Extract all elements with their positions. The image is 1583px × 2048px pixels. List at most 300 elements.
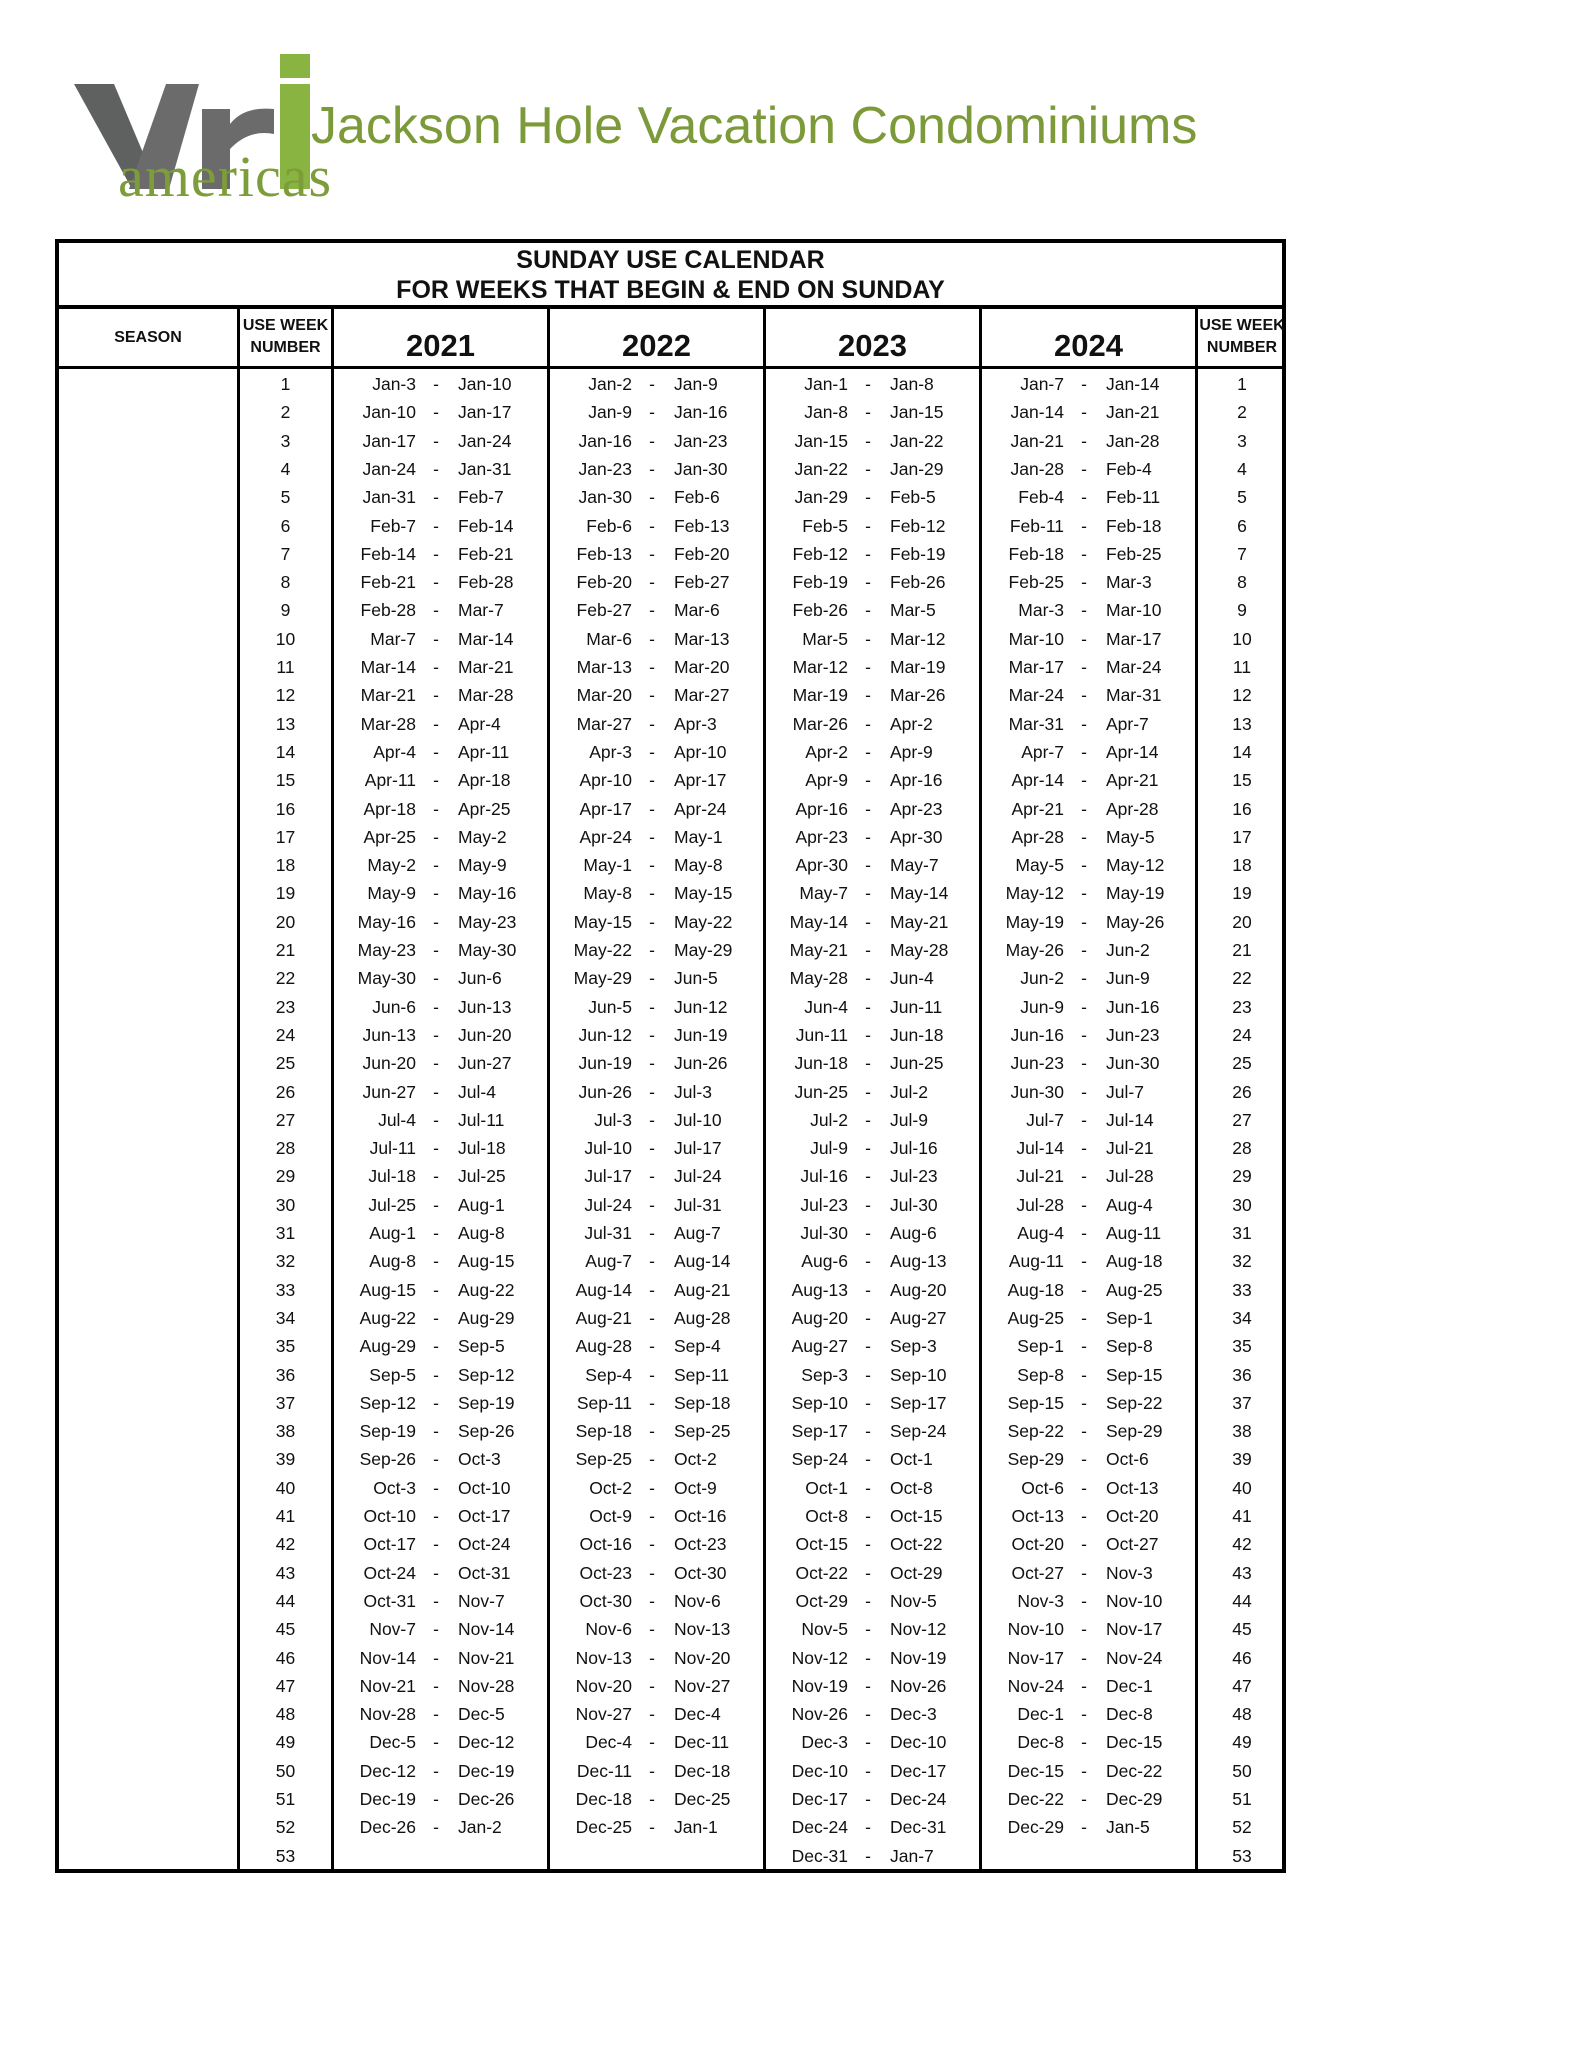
week-end-date: Jun-26 xyxy=(674,1053,728,1074)
week-start-date: Aug-21 xyxy=(575,1307,632,1328)
date-separator: - xyxy=(649,515,655,536)
date-separator: - xyxy=(433,1590,439,1611)
week-start-date: Mar-19 xyxy=(792,685,848,706)
week-end-date: Jul-9 xyxy=(890,1109,928,1130)
date-separator: - xyxy=(865,968,871,989)
week-start-date: Jul-2 xyxy=(810,1109,848,1130)
week-start-date: Sep-26 xyxy=(359,1449,416,1470)
week-start-date: Aug-13 xyxy=(791,1279,848,1300)
week-number-right: 22 xyxy=(1232,968,1252,989)
week-end-date: Mar-20 xyxy=(674,657,730,677)
week-end-date: May-29 xyxy=(674,940,733,960)
date-separator: - xyxy=(649,798,655,819)
week-start-date: Feb-4 xyxy=(1018,487,1064,508)
week-number-right: 28 xyxy=(1232,1138,1252,1159)
date-separator: - xyxy=(865,1845,871,1866)
date-separator: - xyxy=(865,1562,871,1583)
week-start-date: Jan-9 xyxy=(588,402,632,423)
week-start-date: May-12 xyxy=(1005,883,1064,904)
week-number-right: 43 xyxy=(1232,1562,1252,1583)
date-separator: - xyxy=(649,1194,655,1215)
week-start-date: Dec-26 xyxy=(359,1817,416,1838)
week-number-left: 35 xyxy=(275,1336,296,1357)
week-number-right: 27 xyxy=(1232,1109,1252,1130)
week-end-date: Mar-26 xyxy=(890,685,946,706)
week-start-date: Oct-27 xyxy=(1011,1562,1064,1583)
week-number-right: 33 xyxy=(1232,1279,1252,1300)
date-separator: - xyxy=(1081,770,1087,791)
week-number-left: 23 xyxy=(275,996,296,1017)
week-end-date: May-14 xyxy=(890,883,949,904)
table-row xyxy=(59,1332,1282,1360)
week-end-date: Dec-31 xyxy=(890,1817,947,1838)
week-end-date: Dec-1 xyxy=(1106,1675,1153,1696)
date-separator: - xyxy=(649,741,655,762)
date-separator: - xyxy=(865,713,871,734)
week-end-date: Apr-2 xyxy=(890,713,933,734)
week-start-date: May-23 xyxy=(357,940,416,960)
week-start-date: Nov-21 xyxy=(359,1675,416,1696)
date-separator: - xyxy=(1081,855,1087,876)
week-end-date: Sep-8 xyxy=(1106,1336,1153,1357)
week-start-date: Feb-26 xyxy=(792,600,848,621)
week-start-date: Apr-24 xyxy=(579,826,632,847)
week-start-date: Sep-1 xyxy=(1017,1336,1064,1357)
week-number-left: 42 xyxy=(275,1534,296,1555)
date-separator: - xyxy=(865,1760,871,1781)
week-number-left: 43 xyxy=(275,1562,296,1583)
week-start-date: Dec-3 xyxy=(801,1732,848,1753)
date-separator: - xyxy=(1081,1053,1087,1074)
week-end-date: Jan-1 xyxy=(674,1817,718,1838)
week-end-date: Jul-21 xyxy=(1106,1138,1154,1159)
week-end-date: Jan-8 xyxy=(890,374,934,394)
week-start-date: Dec-19 xyxy=(359,1789,416,1809)
week-start-date: Nov-12 xyxy=(791,1647,848,1668)
week-end-date: Aug-22 xyxy=(458,1279,515,1300)
week-start-date: Mar-24 xyxy=(1008,685,1064,706)
week-start-date: Jul-14 xyxy=(1016,1138,1064,1159)
week-end-date: May-2 xyxy=(458,826,507,847)
week-start-date: Aug-8 xyxy=(369,1251,416,1272)
week-start-date: Feb-20 xyxy=(576,572,632,593)
week-end-date: Nov-17 xyxy=(1106,1619,1163,1640)
date-separator: - xyxy=(433,430,439,451)
week-end-date: Oct-2 xyxy=(674,1449,717,1470)
week-number-right: 19 xyxy=(1232,883,1252,904)
week-start-date: Jul-10 xyxy=(584,1138,632,1159)
week-end-date: Jul-24 xyxy=(674,1166,722,1187)
week-end-date: Sep-18 xyxy=(674,1392,731,1413)
week-end-date: Feb-14 xyxy=(458,515,514,536)
table-row xyxy=(59,681,1282,709)
date-separator: - xyxy=(865,855,871,876)
number-label: NUMBER xyxy=(250,339,321,356)
table-row xyxy=(59,1134,1282,1162)
week-start-date: Apr-28 xyxy=(1011,826,1064,847)
week-start-date: Oct-6 xyxy=(1021,1477,1064,1498)
week-end-date: Apr-30 xyxy=(890,826,943,847)
table-row xyxy=(59,1276,1282,1304)
date-separator: - xyxy=(433,1223,439,1243)
date-separator: - xyxy=(649,1251,655,1272)
table-row xyxy=(59,1502,1282,1530)
week-number-left: 32 xyxy=(275,1251,296,1272)
week-end-date: Jun-30 xyxy=(1106,1053,1160,1074)
date-separator: - xyxy=(1081,1675,1087,1696)
week-number-right: 53 xyxy=(1232,1845,1252,1866)
date-separator: - xyxy=(865,741,871,762)
year-header-2024: 2024 xyxy=(1054,328,1123,363)
week-start-date: Oct-13 xyxy=(1011,1506,1064,1526)
week-start-date: Mar-27 xyxy=(576,713,632,734)
date-separator: - xyxy=(865,1109,871,1130)
date-separator: - xyxy=(649,1392,655,1413)
date-separator: - xyxy=(433,1675,439,1696)
date-separator: - xyxy=(433,657,439,677)
date-separator: - xyxy=(649,968,655,989)
week-end-date: Nov-21 xyxy=(458,1647,515,1668)
week-start-date: Jan-1 xyxy=(804,374,848,394)
week-end-date: Apr-4 xyxy=(458,713,501,734)
week-number-right: 3 xyxy=(1237,430,1247,451)
week-end-date: Jun-16 xyxy=(1106,996,1160,1017)
table-row xyxy=(59,795,1282,823)
week-end-date: Dec-24 xyxy=(890,1789,947,1809)
calendar-title-line-1: SUNDAY USE CALENDAR xyxy=(516,246,825,274)
date-separator: - xyxy=(433,487,439,508)
week-start-date: Nov-3 xyxy=(1017,1590,1064,1611)
week-number-left: 26 xyxy=(275,1081,296,1102)
date-separator: - xyxy=(649,1449,655,1470)
week-number-left: 50 xyxy=(275,1760,296,1781)
date-separator: - xyxy=(1081,543,1087,564)
week-start-date: May-21 xyxy=(789,940,848,960)
week-number-right: 13 xyxy=(1232,713,1252,734)
week-end-date: Jan-31 xyxy=(458,458,512,479)
week-number-left: 44 xyxy=(275,1590,296,1611)
week-start-date: Nov-19 xyxy=(791,1675,848,1696)
date-separator: - xyxy=(649,572,655,593)
date-separator: - xyxy=(649,402,655,423)
table-row xyxy=(59,710,1282,738)
week-end-date: Oct-17 xyxy=(458,1506,511,1526)
week-end-date: Sep-19 xyxy=(458,1392,515,1413)
date-separator: - xyxy=(865,1194,871,1215)
week-start-date: Apr-9 xyxy=(805,770,848,791)
week-number-left: 5 xyxy=(280,487,291,508)
date-separator: - xyxy=(433,685,439,706)
date-separator: - xyxy=(865,1081,871,1102)
week-end-date: Oct-13 xyxy=(1106,1477,1159,1498)
date-separator: - xyxy=(865,1166,871,1187)
week-start-date: Mar-31 xyxy=(1008,713,1064,734)
week-start-date: May-22 xyxy=(573,940,632,960)
week-start-date: Dec-12 xyxy=(359,1760,416,1781)
week-start-date: Apr-18 xyxy=(363,798,416,819)
date-separator: - xyxy=(865,1817,871,1838)
week-start-date: Feb-6 xyxy=(586,515,632,536)
week-number-right: 35 xyxy=(1232,1336,1252,1357)
week-start-date: Nov-28 xyxy=(359,1704,416,1725)
table-row xyxy=(59,964,1282,992)
date-separator: - xyxy=(1081,1194,1087,1215)
date-separator: - xyxy=(433,770,439,791)
week-end-date: Aug-28 xyxy=(674,1307,731,1328)
number-label: NUMBER xyxy=(1206,339,1278,356)
week-end-date: Aug-1 xyxy=(458,1194,505,1215)
week-end-date: Jul-31 xyxy=(674,1194,722,1215)
table-row xyxy=(59,512,1282,540)
week-end-date: Mar-24 xyxy=(1106,657,1162,677)
date-separator: - xyxy=(433,1194,439,1215)
week-start-date: Jun-9 xyxy=(1020,996,1064,1017)
date-separator: - xyxy=(1081,1704,1087,1725)
date-separator: - xyxy=(1081,1364,1087,1385)
week-start-date: Jun-18 xyxy=(794,1053,848,1074)
week-number-right: 30 xyxy=(1232,1194,1252,1215)
week-start-date: Dec-25 xyxy=(575,1817,632,1838)
table-row xyxy=(59,625,1282,653)
week-start-date: Mar-21 xyxy=(360,685,416,706)
week-start-date: Mar-6 xyxy=(586,628,632,649)
week-start-date: Aug-4 xyxy=(1017,1223,1064,1243)
week-end-date: Apr-18 xyxy=(458,770,511,791)
week-start-date: Oct-16 xyxy=(579,1534,632,1555)
date-separator: - xyxy=(433,968,439,989)
week-number-right: 50 xyxy=(1232,1760,1252,1781)
week-end-date: Feb-26 xyxy=(890,572,946,593)
table-row xyxy=(59,1389,1282,1417)
week-number-right: 46 xyxy=(1232,1647,1252,1668)
week-start-date: Oct-10 xyxy=(363,1506,416,1526)
week-end-date: Jan-15 xyxy=(890,402,944,423)
table-row xyxy=(59,1247,1282,1275)
week-number-left: 11 xyxy=(276,657,295,677)
week-end-date: Jul-23 xyxy=(890,1166,938,1187)
date-separator: - xyxy=(865,1053,871,1074)
week-start-date: Jul-21 xyxy=(1016,1166,1064,1187)
week-end-date: Mar-12 xyxy=(890,628,946,649)
week-start-date: Feb-11 xyxy=(1009,515,1064,536)
date-separator: - xyxy=(649,770,655,791)
date-separator: - xyxy=(433,1166,439,1187)
table-row xyxy=(59,993,1282,1021)
date-separator: - xyxy=(1081,572,1087,593)
week-end-date: Feb-5 xyxy=(890,487,936,508)
week-end-date: Aug-13 xyxy=(890,1251,947,1272)
date-separator: - xyxy=(433,1647,439,1668)
week-start-date: Nov-26 xyxy=(791,1704,848,1725)
week-start-date: Apr-21 xyxy=(1011,798,1064,819)
week-end-date: Nov-13 xyxy=(674,1619,731,1640)
date-separator: - xyxy=(433,1477,439,1498)
week-start-date: Mar-28 xyxy=(360,713,416,734)
week-end-date: Nov-27 xyxy=(674,1675,731,1696)
week-end-date: Jan-21 xyxy=(1106,402,1160,423)
date-separator: - xyxy=(649,628,655,649)
week-start-date: Jan-30 xyxy=(578,487,632,508)
week-start-date: Jan-2 xyxy=(588,374,632,394)
date-separator: - xyxy=(865,1704,871,1725)
logo-text: americas xyxy=(118,144,333,209)
week-end-date: Jul-3 xyxy=(674,1081,712,1102)
week-start-date: Oct-22 xyxy=(795,1562,848,1583)
week-number-left: 14 xyxy=(275,741,296,762)
week-end-date: Aug-11 xyxy=(1106,1223,1162,1243)
week-end-date: Apr-25 xyxy=(458,798,511,819)
week-end-date: Sep-15 xyxy=(1106,1364,1163,1385)
date-separator: - xyxy=(865,1534,871,1555)
date-separator: - xyxy=(649,911,655,932)
week-start-date: Oct-17 xyxy=(363,1534,416,1555)
week-end-date: Sep-5 xyxy=(458,1336,505,1357)
week-start-date: Jul-30 xyxy=(800,1223,848,1243)
week-start-date: May-1 xyxy=(583,855,632,876)
week-number-right: 18 xyxy=(1232,855,1252,876)
week-start-date: Jun-30 xyxy=(1010,1081,1064,1102)
week-number-left: 4 xyxy=(280,458,291,479)
week-number-right: 49 xyxy=(1232,1732,1252,1753)
week-number-left: 24 xyxy=(275,1024,296,1045)
week-number-left: 6 xyxy=(280,515,291,536)
week-end-date: Oct-16 xyxy=(674,1506,727,1526)
date-separator: - xyxy=(649,1477,655,1498)
week-start-date: Dec-11 xyxy=(576,1760,632,1781)
date-separator: - xyxy=(865,600,871,621)
week-end-date: Jul-2 xyxy=(890,1081,928,1102)
week-start-date: Jun-16 xyxy=(1010,1024,1064,1045)
week-end-date: Jul-4 xyxy=(458,1081,496,1102)
week-end-date: Oct-22 xyxy=(890,1534,943,1555)
table-row xyxy=(59,1078,1282,1106)
week-start-date: Feb-12 xyxy=(792,543,848,564)
week-end-date: Oct-31 xyxy=(458,1562,511,1583)
date-separator: - xyxy=(865,1647,871,1668)
table-row xyxy=(59,1615,1282,1643)
week-end-date: Mar-19 xyxy=(890,657,946,677)
week-end-date: Mar-7 xyxy=(458,600,504,621)
week-end-date: Oct-20 xyxy=(1106,1506,1159,1526)
week-number-left: 9 xyxy=(280,600,291,621)
week-end-date: Dec-4 xyxy=(674,1704,721,1725)
date-separator: - xyxy=(1081,911,1087,932)
date-separator: - xyxy=(649,1279,655,1300)
week-start-date: Apr-11 xyxy=(364,770,416,791)
week-start-date: Feb-18 xyxy=(1008,543,1064,564)
date-separator: - xyxy=(865,1506,871,1526)
date-separator: - xyxy=(865,402,871,423)
week-number-right: 39 xyxy=(1232,1449,1252,1470)
date-separator: - xyxy=(865,798,871,819)
week-end-date: Feb-20 xyxy=(674,543,730,564)
week-end-date: Jan-7 xyxy=(890,1845,934,1866)
date-separator: - xyxy=(649,543,655,564)
week-end-date: May-8 xyxy=(674,855,723,876)
week-number-right: 47 xyxy=(1232,1675,1252,1696)
week-number-right: 15 xyxy=(1232,770,1252,791)
week-start-date: Sep-17 xyxy=(791,1421,848,1442)
table-row xyxy=(59,1162,1282,1190)
week-end-date: Oct-8 xyxy=(890,1477,933,1498)
date-separator: - xyxy=(865,1251,871,1272)
week-number-right: 38 xyxy=(1232,1421,1252,1442)
date-separator: - xyxy=(1081,374,1087,394)
date-separator: - xyxy=(865,940,871,960)
week-number-right: 8 xyxy=(1237,572,1247,593)
week-start-date: Sep-22 xyxy=(1007,1421,1064,1442)
date-separator: - xyxy=(865,1449,871,1470)
date-separator: - xyxy=(433,1053,439,1074)
table-row xyxy=(59,1445,1282,1473)
week-end-date: Apr-11 xyxy=(458,741,510,762)
week-number-right: 29 xyxy=(1232,1166,1252,1187)
week-start-date: Dec-24 xyxy=(791,1817,848,1838)
table-row xyxy=(59,653,1282,681)
date-separator: - xyxy=(1081,713,1087,734)
week-start-date: Aug-15 xyxy=(359,1279,416,1300)
week-end-date: Aug-8 xyxy=(458,1223,505,1243)
week-start-date: Apr-25 xyxy=(363,826,416,847)
week-start-date: Aug-11 xyxy=(1008,1251,1064,1272)
date-separator: - xyxy=(865,515,871,536)
date-separator: - xyxy=(649,1647,655,1668)
week-start-date: Jun-5 xyxy=(588,996,632,1017)
week-number-right: 36 xyxy=(1232,1364,1252,1385)
week-end-date: May-21 xyxy=(890,911,949,932)
date-separator: - xyxy=(1081,1251,1087,1272)
date-separator: - xyxy=(865,996,871,1017)
week-end-date: May-9 xyxy=(458,855,507,876)
week-end-date: Oct-3 xyxy=(458,1449,501,1470)
week-end-date: Nov-28 xyxy=(458,1675,515,1696)
header-divider xyxy=(59,366,1282,369)
week-start-date: May-28 xyxy=(789,968,848,989)
week-end-date: Sep-3 xyxy=(890,1336,937,1357)
week-start-date: Oct-29 xyxy=(795,1590,848,1611)
table-row xyxy=(59,483,1282,511)
date-separator: - xyxy=(433,515,439,536)
week-end-date: Apr-24 xyxy=(674,798,727,819)
week-end-date: Sep-11 xyxy=(674,1364,730,1385)
date-separator: - xyxy=(649,1421,655,1442)
week-start-date: Aug-20 xyxy=(791,1307,848,1328)
calendar-table xyxy=(55,239,1286,1873)
week-number-right: 12 xyxy=(1232,685,1252,706)
week-number-right: 34 xyxy=(1232,1307,1252,1328)
table-row xyxy=(59,1049,1282,1077)
week-end-date: Jul-16 xyxy=(890,1138,938,1159)
table-row xyxy=(59,851,1282,879)
week-start-date: Apr-23 xyxy=(795,826,848,847)
week-number-right: 11 xyxy=(1232,657,1252,677)
week-number-right: 16 xyxy=(1232,798,1252,819)
table-row xyxy=(59,1672,1282,1700)
week-end-date: Nov-6 xyxy=(674,1590,721,1611)
year-header-2021: 2021 xyxy=(406,328,475,363)
date-separator: - xyxy=(865,1024,871,1045)
week-number-right: 7 xyxy=(1237,543,1247,564)
week-start-date: Jun-26 xyxy=(578,1081,632,1102)
date-separator: - xyxy=(1081,1477,1087,1498)
week-number-right: 26 xyxy=(1232,1081,1252,1102)
week-start-date: Jul-16 xyxy=(800,1166,848,1187)
table-row xyxy=(59,1559,1282,1587)
week-end-date: May-16 xyxy=(458,883,517,904)
week-start-date: May-8 xyxy=(583,883,632,904)
week-start-date: Jan-28 xyxy=(1010,458,1064,479)
week-end-date: Apr-17 xyxy=(674,770,727,791)
